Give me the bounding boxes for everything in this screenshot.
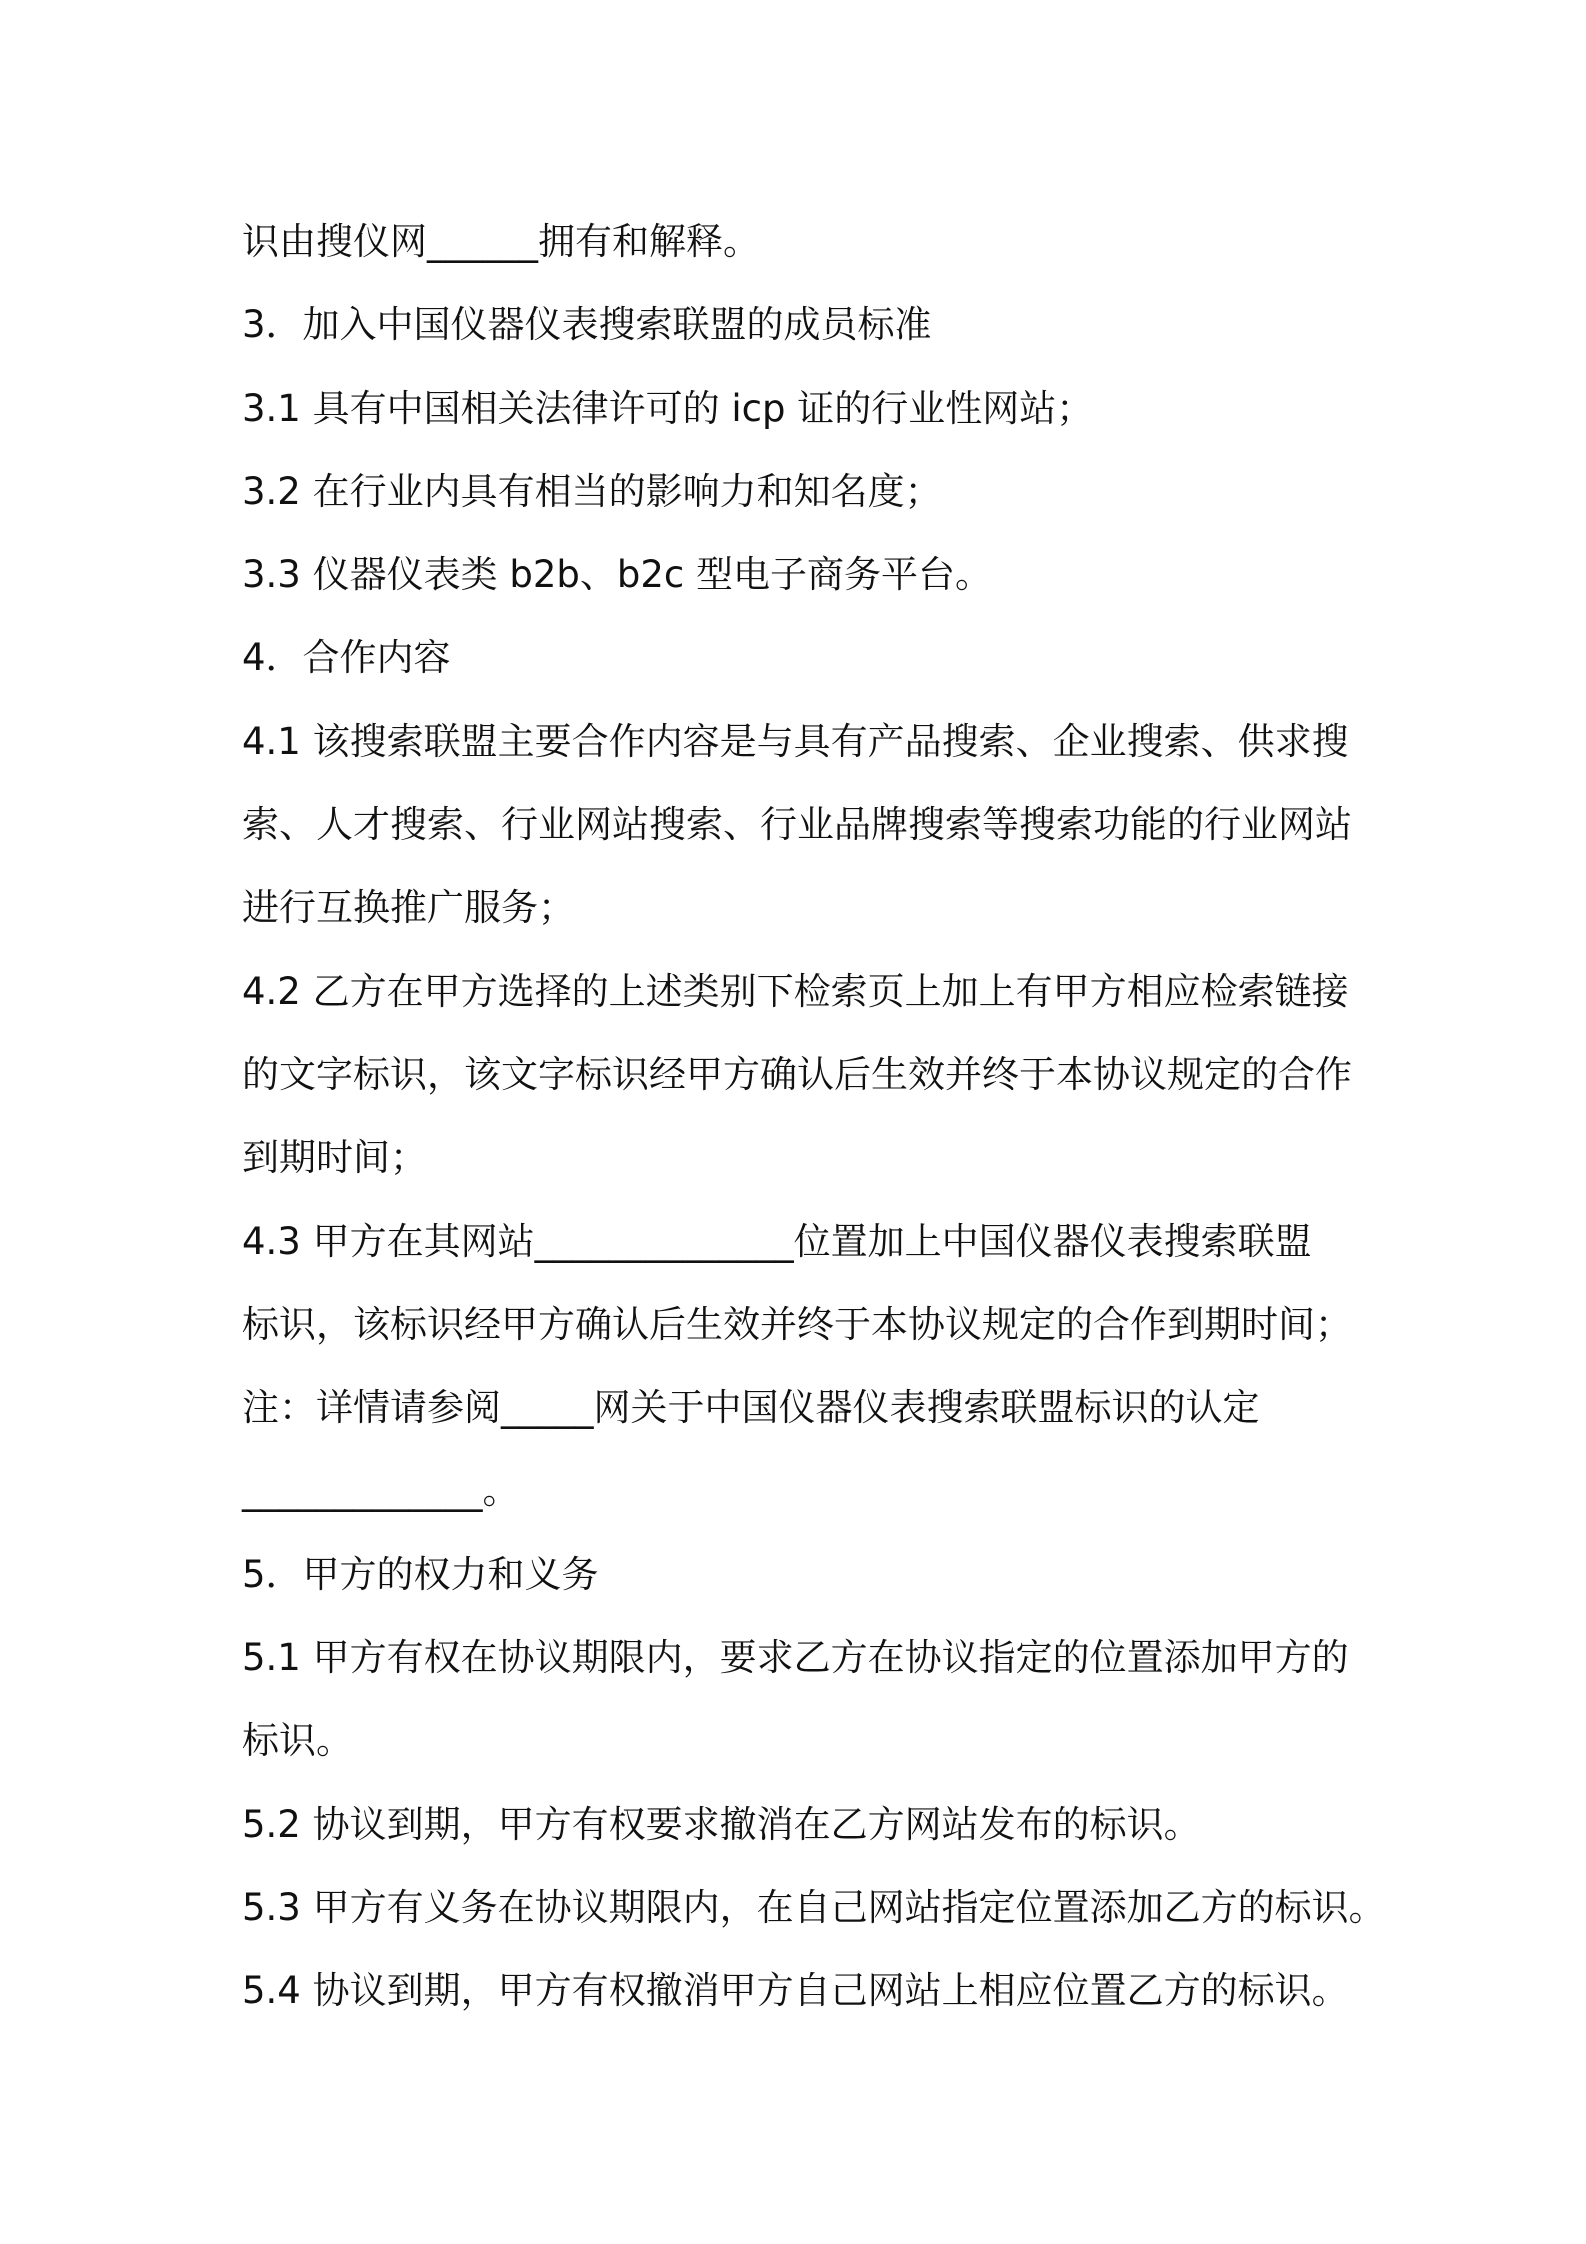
clause-text: 5.2 协议到期，甲方有权要求撤消在乙方网站发布的标识。 [242, 1802, 1201, 1846]
clause-text: 4.1 该搜索联盟主要合作内容是与具有产品搜索、企业搜索、供求搜 [242, 719, 1349, 763]
clause-text: 3.1 具有中国相关法律许可的 icp 证的行业性网站； [242, 386, 1094, 430]
clause-text: 的文字标识，该文字标识经甲方确认后生效并终于本协议规定的合作 [242, 1052, 1352, 1096]
clause-text: 4.2 乙方在甲方选择的上述类别下检索页上加上有甲方相应检索链接 [242, 969, 1349, 1013]
clause-text: 5.3 甲方有义务在协议期限内，在自己网站指定位置添加乙方的标识。 [242, 1885, 1386, 1929]
clause-text: 5.4 协议到期，甲方有权撤消甲方自己网站上相应位置乙方的标识。 [242, 1969, 1349, 2013]
section-heading: 4．合作内容 [242, 636, 451, 680]
clause-text: 标识，该标识经甲方确认后生效并终于本协议规定的合作到期时间； [242, 1302, 1352, 1346]
clause-text: 3.2 在行业内具有相当的影响力和知名度； [242, 469, 942, 513]
clause-text: 3.3 仪器仪表类 b2b、b2c 型电子商务平台。 [242, 553, 993, 597]
section-heading: 3．加入中国仪器仪表搜索联盟的成员标准 [242, 303, 932, 347]
document-body [242, 200, 1386, 2033]
clause-text: 4.3 甲方在其网站______________位置加上中国仪器仪表搜索联盟 [242, 1219, 1312, 1263]
note-text: 注：详情请参阅_____网关于中国仪器仪表搜索联盟标识的认定 [242, 1386, 1260, 1430]
note-text: _____________。 [242, 1469, 520, 1513]
section-heading: 5．甲方的权力和义务 [242, 1552, 599, 1596]
clause-text: 到期时间； [242, 1136, 427, 1180]
clause-text: 标识。 [242, 1719, 353, 1763]
clause-text: 5.1 甲方有权在协议期限内，要求乙方在协议指定的位置添加甲方的 [242, 1636, 1349, 1680]
text-line: 识由搜仪网______拥有和解释。 [242, 220, 760, 263]
clause-text: 进行互换推广服务； [242, 886, 575, 930]
clause-text: 索、人才搜索、行业网站搜索、行业品牌搜索等搜索功能的行业网站 [242, 803, 1352, 847]
